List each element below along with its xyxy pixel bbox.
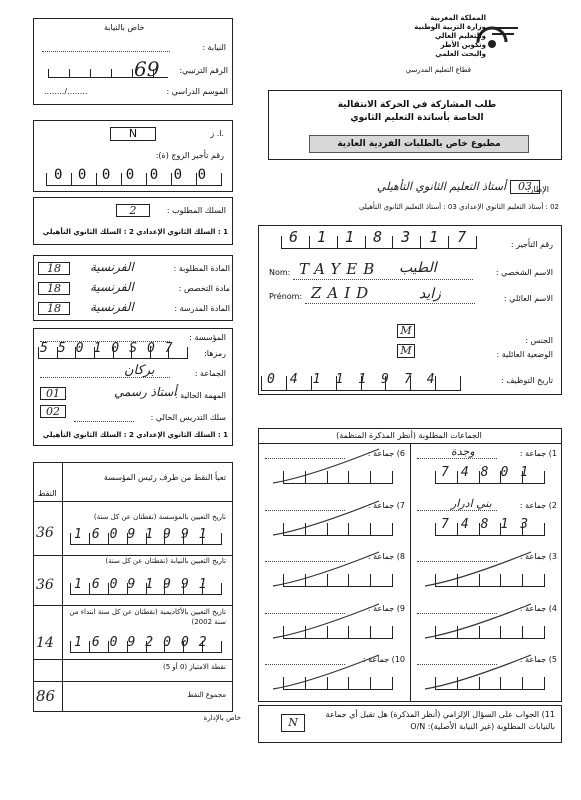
commune-label: 8) جماعة : — [367, 552, 405, 562]
form-title-line: طلب المشاركة في الحركة الانتقالية — [337, 100, 497, 110]
communes-box — [258, 428, 562, 702]
sex-value: M — [400, 324, 412, 337]
prenom-arabic[interactable]: زايد — [419, 286, 441, 302]
spouse-code-label: ا. ز. — [210, 129, 224, 138]
cross-out-stroke — [269, 499, 399, 539]
cycle-label: السلك المطلوب : — [166, 206, 226, 215]
task-label: المهمة الحالية : — [174, 391, 226, 400]
subject-row — [34, 280, 234, 298]
commune-line — [40, 377, 170, 378]
subjects-box — [33, 255, 233, 321]
season-label: الموسم الدراسي : — [166, 87, 228, 96]
score-label: نقطة الامتياز (0 أو 5) — [162, 663, 226, 671]
ministry-line: وزارة التربية الوطنية — [414, 23, 486, 31]
commune-label: 3) جماعة : — [519, 552, 557, 562]
admin-box-title: خاص بالنيابة — [104, 23, 145, 32]
commune-code[interactable]: 74801 — [441, 465, 541, 480]
nom-arabic[interactable]: الطيب — [399, 260, 437, 276]
scores-box — [33, 462, 233, 712]
institution-code-label: رمزها: — [204, 349, 226, 358]
score-row-line — [34, 555, 232, 556]
commune-item — [411, 495, 561, 547]
commune-code[interactable]: 74813 — [441, 516, 541, 532]
subject-code-box[interactable] — [38, 262, 70, 275]
score-row-line — [34, 659, 232, 660]
subject-row — [34, 300, 234, 318]
form-title-line: الخاصة بأساتذة التعليم الثانوي — [350, 113, 484, 123]
subject-code-box[interactable] — [38, 282, 70, 295]
subject-code: 18 — [47, 262, 61, 275]
commune-value[interactable]: وجدة — [451, 445, 475, 458]
commune-item — [259, 443, 409, 495]
commune-label: الجماعة : — [194, 369, 226, 378]
framework-handwritten[interactable]: أستاذ التعليم الثانوي التأهيلي — [376, 180, 506, 193]
ministry-line: المملكة المغربية — [430, 14, 486, 22]
commune-label: 7) جماعة : — [367, 500, 405, 510]
commune-label: 10) جماعة : — [362, 655, 405, 665]
score-row — [34, 607, 232, 659]
niyaba-field[interactable] — [42, 51, 170, 52]
subject-value[interactable]: الفرنسية — [90, 300, 134, 314]
niyaba-label: النيابة : — [202, 43, 226, 52]
identity-box — [258, 225, 562, 395]
current-cycle-line — [74, 421, 134, 422]
family-status-box[interactable] — [397, 344, 415, 358]
cycle-value: 2 — [129, 204, 137, 217]
commune-label: 2) جماعة : — [519, 500, 557, 510]
commune-item — [411, 443, 561, 495]
family-status-value: M — [400, 344, 412, 357]
framework-note: 02 : أستاذ التعليم الثانوي الإعدادي 03 : أستاذ التعليم الثانوي التأهيلي — [358, 203, 559, 211]
current-cycle-options: 1 : السلك الثانوي الإعدادي 2 : السلك الثانوي التأهيلي — [42, 431, 228, 439]
spouse-code-value: N — [128, 127, 138, 140]
score-date[interactable]: 16091991 — [74, 527, 217, 542]
framework-label: الإطار: — [526, 185, 549, 194]
cycle-code: 02 — [46, 405, 60, 418]
question-text: 11) الجواب على السؤال الإلزامي (أنظر المذكرة) هل تقبل أي جماعة بالنيابات المطلوبة (غير النيابة الأصلية): O/N — [325, 710, 555, 731]
prenom-value[interactable]: ZAID — [311, 284, 375, 302]
score-row — [34, 503, 232, 555]
scores-header: تعبأ النقط من طرف رئيس المؤسسة — [103, 473, 226, 482]
score-label: تاريخ التعيين بالمؤسسة (نقطتان عن كل سنة) — [93, 513, 226, 521]
ministry-line: وتكوين الأطر — [440, 41, 486, 49]
cross-out-stroke — [269, 653, 399, 693]
ministry-line: والتعليم العالي — [434, 32, 486, 40]
ministry-line: والبحث العلمي — [435, 50, 486, 58]
hire-date-digits[interactable]: 04111974 — [267, 372, 450, 387]
institution-label: المؤسسة : — [189, 333, 226, 342]
score-label: مجموع النقط — [187, 691, 226, 699]
form-title — [287, 99, 547, 125]
commune-label: 9) جماعة : — [367, 603, 405, 613]
scores-header-line — [34, 501, 232, 502]
commune-item — [259, 598, 409, 650]
subject-code-box[interactable] — [38, 302, 70, 315]
score-date[interactable]: 16091991 — [74, 577, 217, 592]
task-code-box[interactable] — [40, 387, 66, 400]
score-points[interactable]: 86 — [36, 687, 56, 705]
framework-code: 03 — [518, 180, 532, 193]
hire-date-label: تاريخ التوظيف : — [501, 376, 553, 385]
subject-label: مادة التخصص : — [178, 284, 230, 293]
payroll-digits[interactable]: 6118317 — [289, 228, 486, 246]
points-col-header: النقط — [38, 489, 57, 498]
commune-item — [259, 546, 409, 598]
answer-box[interactable] — [281, 714, 305, 732]
institution-code-digits[interactable]: 55010S07 — [40, 341, 183, 356]
score-row-line — [34, 605, 232, 606]
sex-box[interactable] — [397, 324, 415, 338]
subject-value[interactable]: الفرنسية — [90, 280, 134, 294]
prenom-line — [305, 303, 475, 304]
commune-label: 1) جماعة : — [519, 449, 557, 458]
cycle-options: 1 : السلك الثانوي الإعدادي 2 : السلك الثانوي التأهيلي — [42, 228, 228, 236]
spouse-code-box[interactable] — [110, 127, 156, 141]
subject-code: 18 — [47, 282, 61, 295]
commune-line — [417, 510, 497, 511]
commune-label: 6) جماعة : — [367, 449, 405, 458]
institution-box — [33, 328, 233, 446]
question-box — [258, 705, 562, 743]
commune-item — [411, 598, 561, 650]
commune-item — [259, 649, 409, 701]
score-points[interactable]: 36 — [36, 577, 54, 593]
family-label: الاسم العائلي : — [503, 294, 553, 303]
score-row-line — [34, 681, 232, 682]
serial-label: الرقم الترتيبي: — [179, 66, 228, 75]
score-label: تاريخ التعيين بالنيابة (نقطتان عن كل سنة) — [105, 557, 226, 565]
commune-line — [417, 458, 497, 459]
subject-code: 18 — [47, 302, 61, 315]
score-points[interactable]: 14 — [36, 635, 54, 651]
cycle-value-box[interactable] — [116, 204, 150, 217]
communes-header: الجماعات المطلوبة (أنظر المذكرة المنظمة) — [336, 431, 482, 440]
family-status-label: الوضعية العائلية : — [496, 350, 553, 359]
commune-value[interactable]: بركان — [124, 363, 155, 378]
prenom-label: Prénom: — [269, 292, 303, 301]
cross-out-stroke — [421, 602, 551, 642]
first-name-label: الاسم الشخصي : — [495, 268, 553, 277]
score-row — [34, 661, 232, 681]
commune-item — [411, 546, 561, 598]
score-row — [34, 557, 232, 605]
cross-out-stroke — [269, 550, 399, 590]
sector-label: قطاع التعليم المدرسي — [405, 66, 471, 74]
answer-value: N — [288, 716, 298, 729]
subject-label: المادة المطلوبة : — [173, 264, 230, 273]
subject-value[interactable]: الفرنسية — [90, 260, 134, 274]
framework-code-box[interactable] — [510, 180, 540, 194]
cross-out-stroke — [421, 550, 551, 590]
score-row — [34, 683, 232, 711]
nom-label: Nom: — [269, 268, 291, 277]
ministry-heading — [356, 14, 486, 59]
score-points[interactable]: 36 — [36, 525, 54, 541]
commune-label: 4) جماعة : — [519, 603, 557, 613]
season-field[interactable]: ......../........ — [44, 87, 88, 96]
cycle-box — [33, 197, 233, 245]
commune-item — [411, 649, 561, 701]
subject-row — [34, 260, 234, 278]
task-code: 01 — [46, 387, 60, 400]
cross-out-stroke — [421, 653, 551, 693]
spouse-box — [33, 120, 233, 192]
nom-line — [293, 279, 473, 280]
commune-item — [259, 495, 409, 547]
score-label: تاريخ التعيين بالأكاديمية (نقطتان عن كل سنة ابتداء من سنة 2002) — [69, 608, 226, 626]
sex-label: الجنس : — [525, 336, 553, 345]
cycle-code-box[interactable] — [40, 405, 66, 418]
nom-value[interactable]: TAYEB — [299, 260, 381, 278]
payroll-label: رقم التأجير : — [510, 240, 553, 249]
form-title-box — [268, 90, 562, 160]
scores-footer: خاص بالإدارة — [203, 714, 241, 722]
task-value[interactable]: أستاذ رسمي — [114, 385, 177, 399]
subject-label: المادة المدرسة : — [174, 304, 230, 313]
score-date[interactable]: 16092002 — [74, 635, 217, 650]
commune-label: 5) جماعة : — [519, 655, 557, 665]
admin-box — [33, 18, 233, 105]
current-cycle-label: سلك التدريس الحالي : — [150, 413, 226, 422]
spouse-payroll-digits[interactable]: 0000000 — [54, 167, 222, 183]
serial-value[interactable]: 69 — [134, 57, 160, 81]
spouse-payroll-label: رقم تأجير الزوج (ة): — [155, 151, 224, 160]
cross-out-stroke — [269, 602, 399, 642]
form-subtitle: مطبوع خاص بالطلبات الفردية العادية — [309, 135, 529, 153]
cross-out-stroke — [269, 447, 399, 487]
commune-value[interactable]: بني ادرار — [451, 496, 492, 510]
